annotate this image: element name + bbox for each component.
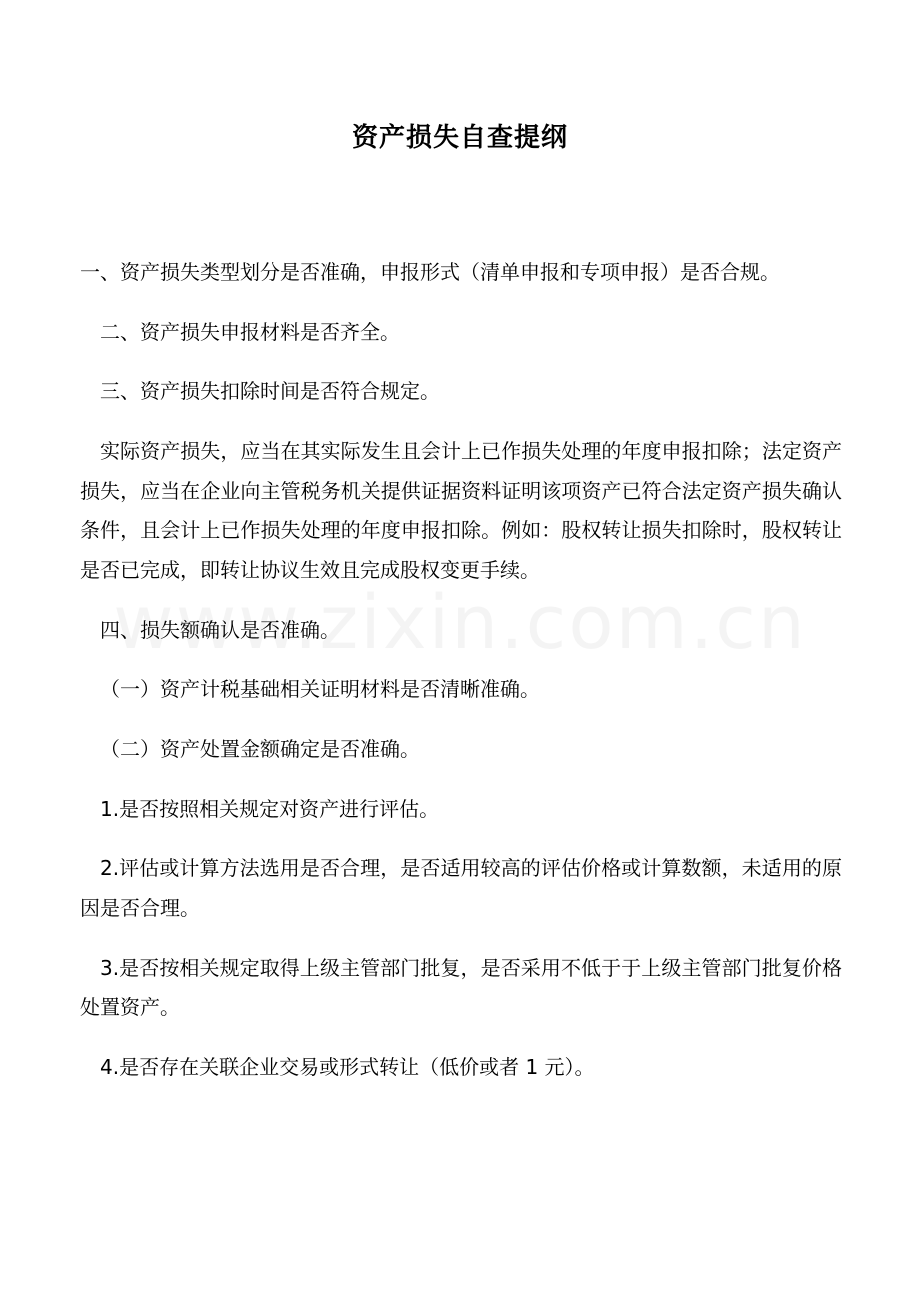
section-1-paragraph: 一、资产损失类型划分是否准确，申报形式（清单申报和专项申报）是否合规。	[80, 260, 780, 284]
subsection-2-paragraph: （二）资产处置金额确定是否准确。	[100, 736, 420, 761]
document-body	[80, 253, 842, 1088]
item-4-paragraph: 4.是否存在关联企业交易或形式转让（低价或者 1 元）。	[100, 1054, 595, 1079]
item-2-paragraph: 2.评估或计算方法选用是否合理，是否适用较高的评估价格或计算数额，未适用的原因是否合理。	[80, 856, 842, 920]
section-4-paragraph: 四、损失额确认是否准确。	[100, 617, 340, 642]
section-3-explanation-paragraph: 实际资产损失，应当在其实际发生且会计上已作损失处理的年度申报扣除；法定资产损失，应当在企业向主管税务机关提供证据资料证明该项资产已符合法定资产损失确认条件，且会计上已作损失处理的年度申报扣除。例如：股权转让损失扣除时，股权转让是否已完成，即转让协议生效且完成股权变更手续。	[80, 438, 842, 583]
section-3-paragraph: 三、资产损失扣除时间是否符合规定。	[100, 379, 440, 404]
item-3-paragraph: 3.是否按相关规定取得上级主管部门批复，是否采用不低于于上级主管部门批复价格处置资产。	[80, 955, 842, 1020]
subsection-1-paragraph: （一）资产计税基础相关证明材料是否清晰准确。	[100, 677, 540, 702]
section-2-paragraph: 二、资产损失申报材料是否齐全。	[100, 319, 400, 344]
item-1-paragraph: 1.是否按照相关规定对资产进行评估。	[100, 796, 440, 821]
page-title: 资产损失自查提纲	[351, 123, 568, 153]
